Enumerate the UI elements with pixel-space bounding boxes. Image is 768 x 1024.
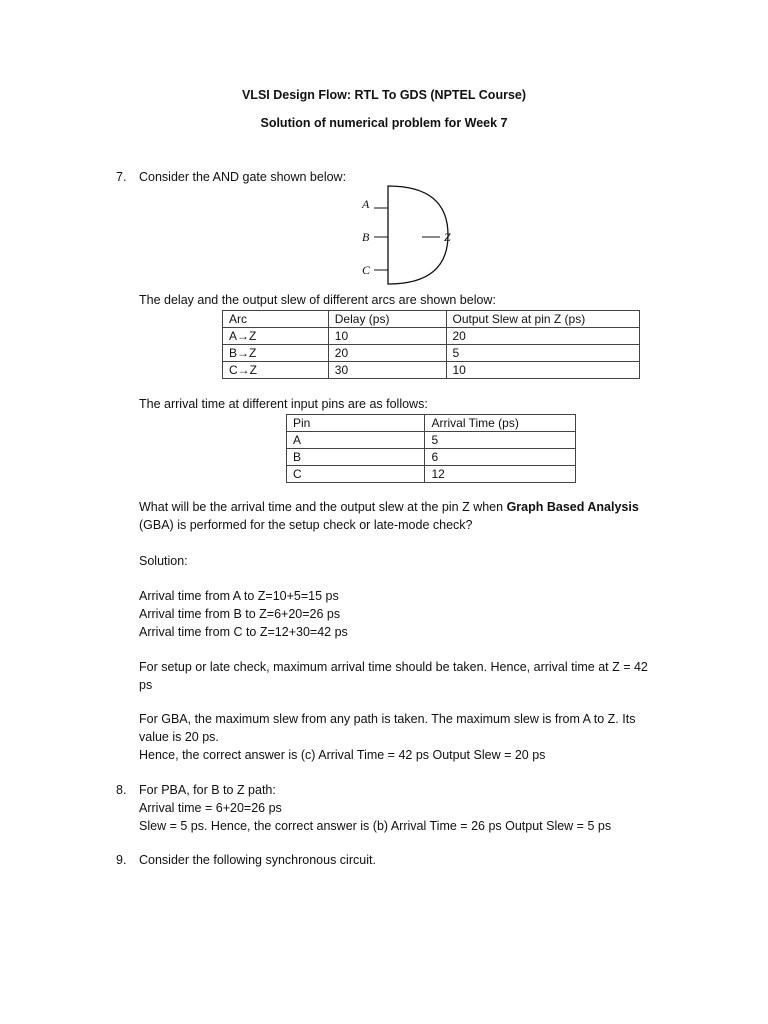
gate-input-a-label: A: [362, 197, 370, 211]
q7-question-bold: Graph Based Analysis: [506, 500, 639, 514]
gate-input-b-label: B: [362, 230, 370, 244]
calc-line: Arrival time from A to Z=10+5=15 ps: [139, 589, 339, 603]
table-cell: B→Z: [223, 345, 329, 362]
table-cell: C→Z: [223, 362, 329, 379]
q7-question-line2: (GBA) is performed for the setup check or late-mode check?: [139, 518, 473, 532]
calc-line: Arrival time from C to Z=12+30=42 ps: [139, 625, 348, 639]
q7-number: 7.: [116, 170, 127, 184]
arc-table: [222, 310, 640, 379]
table-cell: 5: [446, 345, 640, 362]
table-header-row: [223, 311, 640, 328]
q9-prompt: Consider the following synchronous circuit.: [139, 853, 376, 867]
q9-number: 9.: [116, 853, 127, 867]
q7-question-text: What will be the arrival time and the output slew at the pin Z when: [139, 500, 507, 514]
table-header: Delay (ps): [328, 311, 446, 328]
table-cell: 12: [425, 466, 576, 483]
q8-line: Arrival time = 6+20=26 ps: [139, 801, 282, 815]
gba-answer-line: Hence, the correct answer is (c) Arrival Time = 42 ps Output Slew = 20 ps: [139, 748, 546, 762]
table-row: [223, 345, 640, 362]
table-row: [287, 466, 576, 483]
calc-line: Arrival time from B to Z=6+20=26 ps: [139, 607, 341, 621]
table-cell: 6: [425, 449, 576, 466]
setup-line: For setup or late check, maximum arrival time should be taken. Hence, arrival time at Z = 42: [139, 660, 648, 674]
table-cell: 30: [328, 362, 446, 379]
gba-line: For GBA, the maximum slew from any path is taken. The maximum slew is from A to Z. Its: [139, 712, 636, 726]
solution-label: Solution:: [139, 554, 188, 568]
table-cell: 20: [328, 345, 446, 362]
q8-answer-line: Slew = 5 ps. Hence, the correct answer is (b) Arrival Time = 26 ps Output Slew = 5 ps: [139, 819, 612, 833]
table-row: [287, 449, 576, 466]
table-row: [287, 432, 576, 449]
table-cell: A→Z: [223, 328, 329, 345]
table-header: Arrival Time (ps): [425, 415, 576, 432]
table-cell: 20: [446, 328, 640, 345]
table-header: Arc: [223, 311, 329, 328]
table-cell: 5: [425, 432, 576, 449]
gate-input-c-label: C: [362, 263, 371, 277]
table-header: Output Slew at pin Z (ps): [446, 311, 640, 328]
arc-intro: The delay and the output slew of different arcs are shown below:: [139, 293, 496, 307]
table-header: Pin: [287, 415, 425, 432]
table-row: [223, 328, 640, 345]
pin-table: [286, 414, 576, 483]
document-title: VLSI Design Flow: RTL To GDS (NPTEL Course): [241, 88, 527, 102]
q8-line: For PBA, for B to Z path:: [139, 783, 276, 797]
gate-output-z-label: Z: [444, 230, 451, 244]
table-header-row: [287, 415, 576, 432]
gba-line: value is 20 ps.: [139, 730, 219, 744]
and-gate-icon: [360, 180, 470, 290]
table-cell: B: [287, 449, 425, 466]
q8-number: 8.: [116, 783, 127, 797]
table-cell: 10: [328, 328, 446, 345]
arrival-intro: The arrival time at different input pins are as follows:: [139, 397, 428, 411]
q7-prompt: Consider the AND gate shown below:: [139, 170, 347, 184]
table-cell: 10: [446, 362, 640, 379]
table-cell: A: [287, 432, 425, 449]
setup-line: ps: [139, 678, 153, 692]
table-row: [223, 362, 640, 379]
document-subtitle: Solution of numerical problem for Week 7: [260, 116, 508, 130]
q7-question-line1: [139, 500, 639, 514]
table-cell: C: [287, 466, 425, 483]
